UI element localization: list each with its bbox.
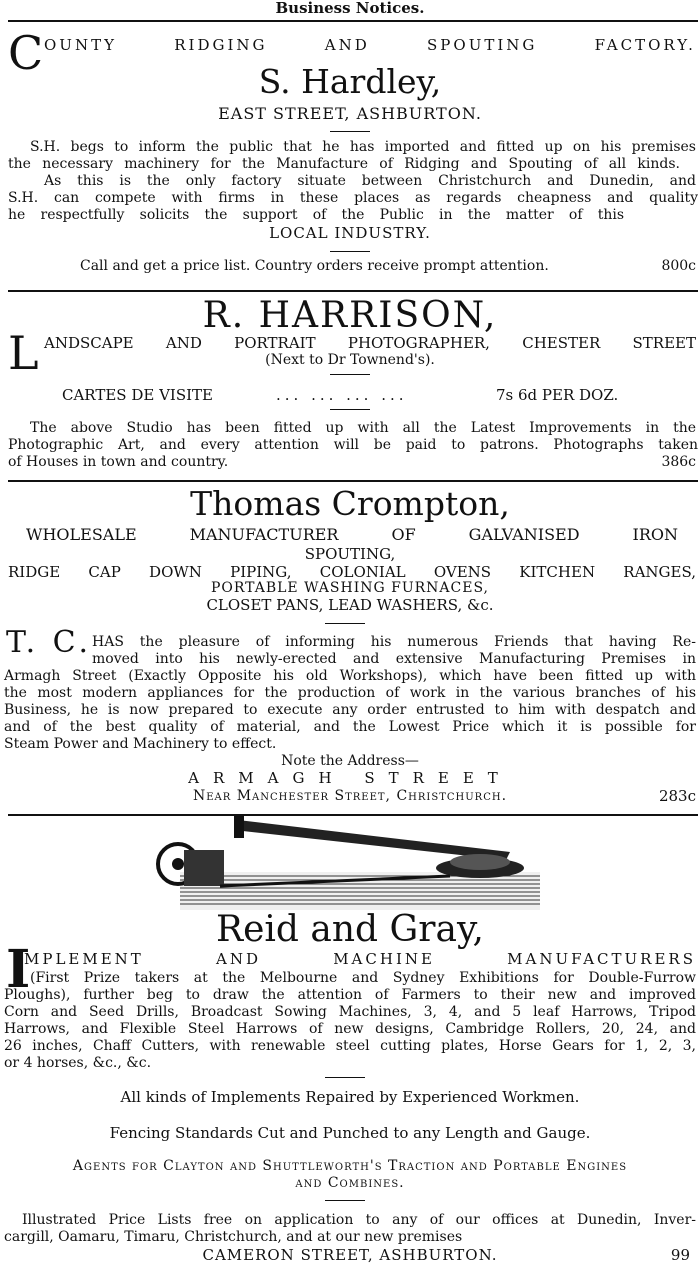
short-rule bbox=[330, 251, 370, 252]
trade-line: RIDGE CAP DOWN PIPING, COLONIAL OVENS KITCHEN RANGES, bbox=[8, 563, 696, 581]
heading-word: AND bbox=[324, 36, 370, 54]
title-line: ANDSCAPE AND PORTRAIT PHOTOGRAPHER, CHESTER STREET bbox=[44, 334, 696, 352]
divider bbox=[8, 480, 698, 482]
body-line: Ploughs), further beg to draw the attention of Farmers to their new and improved bbox=[4, 987, 696, 1003]
illustrated-note: cargill, Oamaru, Timaru, Christchurch, and at our new premises bbox=[4, 1229, 463, 1245]
trade-line: CLOSET PANS, LEAD WASHERS, &c. bbox=[206, 596, 494, 614]
trade-line: SPOUTING, bbox=[304, 545, 396, 563]
advertiser-name: S. Hardley, bbox=[258, 62, 442, 101]
local-industry: LOCAL INDUSTRY. bbox=[269, 224, 431, 242]
trade-line: WHOLESALE MANUFACTURER OF GALVANISED IRON bbox=[26, 525, 678, 544]
advert-code: 386c bbox=[661, 454, 696, 470]
cartes-price: 7s 6d PER DOZ. bbox=[496, 386, 619, 404]
body-line: Armagh Street (Exactly Opposite his old Workshops), which have been fitted up with bbox=[4, 668, 696, 684]
dropcap: C bbox=[8, 26, 44, 80]
heading-word: RIDGING bbox=[174, 36, 268, 54]
heading-word: SPOUTING bbox=[427, 36, 538, 54]
short-rule bbox=[330, 131, 370, 132]
price-list-note: Call and get a price list. Country orders receive prompt attention. bbox=[80, 258, 549, 274]
street-name: ARMAGH STREET bbox=[188, 769, 512, 787]
short-rule bbox=[325, 1077, 365, 1078]
subtitle: (Next to Dr Townend's). bbox=[265, 352, 435, 368]
dropcap: I bbox=[6, 939, 31, 1000]
agents-note: and Combines. bbox=[295, 1175, 405, 1191]
body-line: and of the best quality of material, and the Lowest Price which it is possible for bbox=[4, 719, 696, 735]
haulage-arm bbox=[234, 820, 510, 860]
body-line: HAS the pleasure of informing his numerous Friends that having Re- bbox=[92, 634, 696, 650]
advertiser-name: Thomas Crompton, bbox=[190, 484, 510, 523]
body-line: or 4 horses, &c., &c. bbox=[4, 1055, 152, 1071]
page-header: Business Notices. bbox=[275, 0, 425, 17]
page-number: 99 bbox=[670, 1246, 690, 1264]
body-line: Photographic Art, and every attention will be paid to patrons. Photographs taken bbox=[8, 437, 698, 453]
capstan-top bbox=[450, 854, 510, 870]
factory-heading bbox=[44, 36, 696, 54]
body-line: S.H. can compete with firms in these places as regards cheapness and quality bbox=[8, 190, 698, 206]
body-line: (First Prize takers at the Melbourne and Sydney Exhibitions for Double-Furrow bbox=[30, 970, 696, 986]
premises-address: CAMERON STREET, ASHBURTON. bbox=[202, 1246, 498, 1264]
body-line: Steam Power and Machinery to effect. bbox=[4, 736, 277, 752]
short-rule bbox=[330, 374, 370, 375]
cartes-dots: ... ... ... ... bbox=[276, 386, 408, 404]
heading-word: OUNTY bbox=[44, 36, 117, 54]
arm-post bbox=[234, 816, 244, 838]
advert-code: 283c bbox=[658, 787, 696, 805]
body-line: S.H. begs to inform the public that he has imported and fitted up on his premises bbox=[30, 139, 696, 155]
engine-body bbox=[184, 850, 224, 886]
body-line: As this is the only factory situate between Christchurch and Dunedin, and bbox=[44, 173, 696, 189]
trade-heading bbox=[24, 950, 696, 968]
body-line: the most modern appliances for the production of work in the various branches of his bbox=[4, 685, 696, 701]
divider bbox=[8, 290, 698, 292]
wheel-hub bbox=[172, 858, 184, 870]
heading-word: MANUFACTURERS bbox=[507, 950, 696, 968]
cartes-label: CARTES DE VISITE bbox=[62, 386, 213, 404]
heading-word: FACTORY. bbox=[594, 36, 696, 54]
dropcap: L bbox=[8, 326, 39, 380]
body-line: he respectfully solicits the support of the Public in the matter of this bbox=[8, 207, 624, 223]
short-rule bbox=[325, 1200, 365, 1201]
repairs-note: All kinds of Implements Repaired by Experienced Workmen. bbox=[120, 1088, 580, 1106]
heading-word: MACHINE bbox=[333, 950, 435, 968]
advert-code: 800c bbox=[661, 258, 696, 274]
engine-illustration bbox=[150, 816, 550, 916]
short-rule bbox=[325, 623, 365, 624]
body-line: Harrows, and Flexible Steel Harrows of new designs, Cambridge Rollers, 20, 24, and bbox=[4, 1021, 696, 1037]
body-line: The above Studio has been fitted up with all the Latest Improvements in the bbox=[30, 420, 696, 436]
body-line: 26 inches, Chaff Cutters, with renewable steel cutting plates, Horse Gears for 1, 2, 3, bbox=[4, 1038, 696, 1054]
fencing-note: Fencing Standards Cut and Punched to any Length and Gauge. bbox=[109, 1124, 591, 1142]
body-line: the necessary machinery for the Manufacture of Ridging and Spouting of all kinds. bbox=[8, 156, 680, 172]
body-line: Corn and Seed Drills, Broadcast Sowing Machines, 3, 4, and 5 leaf Harrows, Tripod bbox=[4, 1004, 696, 1020]
near-address: Near Manchester Street, Christchurch. bbox=[192, 788, 508, 804]
trade-line: PORTABLE WASHING FURNACES, bbox=[210, 580, 490, 596]
divider bbox=[8, 20, 698, 22]
heading-word: MPLEMENT bbox=[24, 950, 144, 968]
dropcap: T. C. bbox=[6, 625, 93, 660]
short-rule bbox=[330, 409, 370, 410]
advertiser-name: R. HARRISON, bbox=[202, 295, 498, 336]
body-line: of Houses in town and country. bbox=[8, 454, 229, 470]
heading-word: AND bbox=[216, 950, 261, 968]
address-note: Note the Address— bbox=[281, 753, 419, 769]
body-line: Business, he is now prepared to execute any order entrusted to him with despatch and bbox=[4, 702, 696, 718]
illustrated-note: Illustrated Price Lists free on application to any of our offices at Dunedin, Inver- bbox=[22, 1212, 696, 1228]
body-line: moved into his newly-erected and extensive Manufacturing Premises in bbox=[92, 651, 696, 667]
address: EAST STREET, ASHBURTON. bbox=[218, 104, 482, 123]
agents-note: Agents for Clayton and Shuttleworth's Traction and Portable Engines bbox=[72, 1158, 628, 1174]
advertiser-name: Reid and Gray, bbox=[216, 909, 484, 950]
